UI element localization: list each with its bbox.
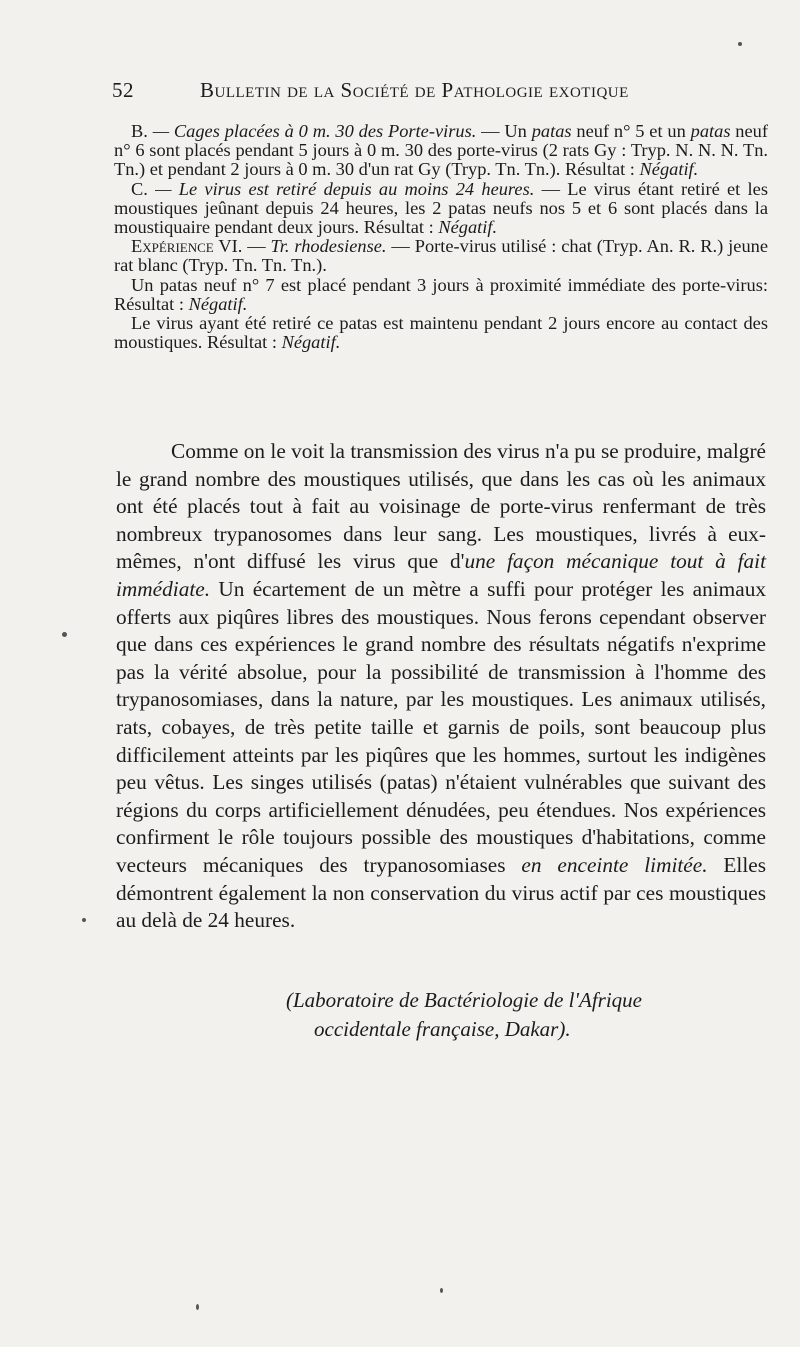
running-header (112, 78, 772, 106)
virus-name: Tr. rhodesiense. (270, 236, 387, 257)
experiment-b-paragraph: B. — Cages placées à 0 m. 30 des Porte-virus. — Un patas neuf n° 5 et un patas neuf n° 6 sont placés pendant 5 jours à 0 m. 30 des porte-virus (2 rats Gy : Tryp. N. N. N. Tn. Tn.) et pendant 2 jours à 0 m. 30 d'un rat Gy (Tryp. Tn. Tn.). Résultat : Négatif. (114, 121, 768, 180)
signature-line-2: occidentale française, Dakar). (314, 1017, 571, 1041)
page-number: 52 (112, 78, 134, 102)
experiment-details (114, 122, 768, 352)
scan-speck (738, 42, 742, 46)
result-negative: Négatif. (639, 159, 699, 180)
emphasis-mechanical: une façon mécanique tout à fait immédiate. (116, 549, 766, 601)
experiment-vi-step-2: Le virus ayant été retiré ce patas est maintenu pendant 2 jours encore au contact des moustiques. Résultat : Négatif. (114, 313, 768, 353)
experiment-vi-paragraph: Expérience VI. — Tr. rhodesiense. — Porte-virus utilisé : chat (Tryp. An. R. R.) jeune rat blanc (Tryp. Tn. Tn. Tn.). (114, 236, 768, 276)
scan-speck (440, 1288, 443, 1293)
experiment-vi-label: Expérience VI. (131, 236, 243, 257)
scan-speck (196, 1304, 199, 1310)
scan-speck (82, 918, 86, 922)
running-title: Bulletin de la Société de Pathologie exotique (200, 78, 629, 102)
experiment-vi-step-1: Un patas neuf n° 7 est placé pendant 3 jours à proximité immédiate des porte-virus: Résultat : Négatif. (114, 274, 768, 314)
conclusion-paragraph: Comme on le voit la transmission des virus n'a pu se produire, malgré le grand nombre des moustiques utilisés, que dans les cas où les animaux ont été placés tout à fait au voisinage de porte-virus renfermant de très nombreux trypanosomes dans leur sang. Les moustiques, livrés à eux-mêmes, n'ont diffusé les virus que d'une façon mécanique tout à fait immédiate. Un écartement de un mètre a suffi pour protéger les animaux offerts aux piqûres libres des moustiques. Nous ferons cependant observer que dans ces expériences le grand nombre des résultats négatifs n'exprime pas la vérité absolue, pour la possibilité de transmission à l'homme des trypanosomiases, dans la nature, par les moustiques. Les animaux utilisés, rats, cobayes, de très petite taille et garnis de poils, sont beaucoup plus difficilement atteints par les piqûres que les hommes, surtout les indigènes peu vêtus. Les singes utilisés (patas) n'étaient vulnérables que suivant des régions du corps artificiellement dénudées, peu étendues. Nos expériences confirment le rôle toujours possible des moustiques d'habitations, comme vecteurs mécaniques des trypanosomiases en enceinte limitée. Elles démontrent également la non conservation du virus actif par ces moustiques au delà de 24 heures. (116, 439, 766, 933)
experiment-c-title: — Le virus est retiré depuis au moins 24 heures. (155, 178, 535, 199)
emphasis-limited-enclosure: en enceinte limitée. (521, 852, 708, 877)
experiment-c-paragraph: C. — Le virus est retiré depuis au moins 24 heures. — Le virus étant retiré et les moustiques jeûnant depuis 24 heures, les 2 patas neufs nos 5 et 6 sont placés dans la moustiquaire pendant deux jours. Résultat : Négatif. (114, 178, 768, 238)
scan-speck (62, 632, 67, 637)
experiment-b-title: — Cages placées à 0 m. 30 des Porte-virus. (152, 121, 477, 141)
result-negative: Négatif. (281, 332, 341, 353)
signature-line-1: (Laboratoire de Bactériologie de l'Afrique (286, 988, 642, 1012)
laboratory-signature (116, 986, 766, 1044)
result-negative: Négatif. (188, 293, 248, 314)
result-negative: Négatif. (438, 217, 498, 238)
